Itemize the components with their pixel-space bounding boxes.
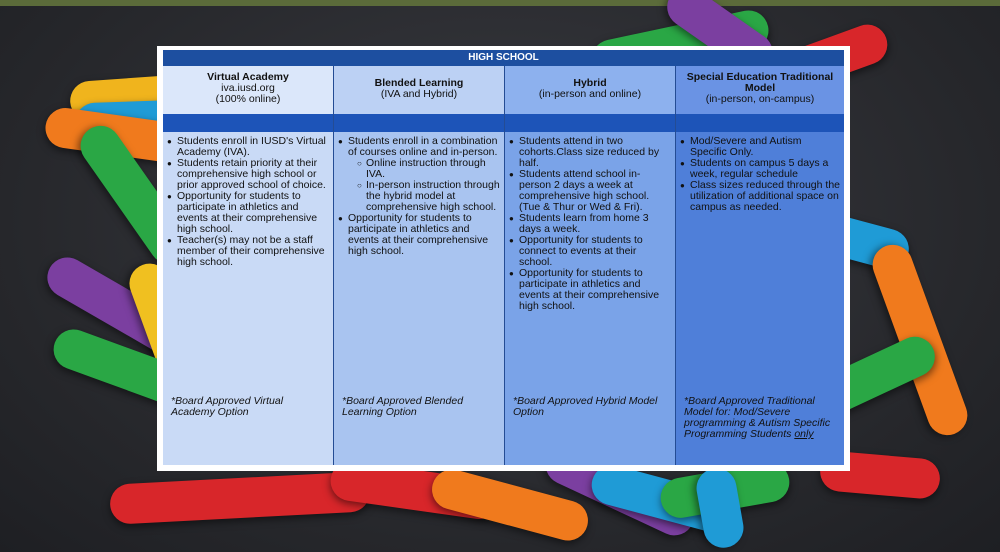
list-item: ● Class sizes reduced through the utilization of additional space on campus as needed.	[690, 180, 840, 213]
column-subtitle: (in-person, on-campus)	[705, 93, 815, 105]
column-header	[676, 66, 844, 114]
column-subtitle: (100% online)	[215, 93, 281, 105]
sub-list	[348, 158, 500, 213]
list-item: ● Teacher(s) may not be a staff member of their comprehensive high school.	[177, 235, 329, 268]
column-hybrid	[505, 66, 676, 465]
list-item: ● Opportunity for students to participate in athletics and events at their comprehensive high school.	[348, 213, 500, 257]
column-url: iva.iusd.org	[221, 82, 275, 94]
column-title: Virtual Academy	[207, 71, 289, 83]
footnote: *Board Approved Blended Learning Option	[342, 395, 464, 418]
column-subtitle: (in-person and online)	[538, 88, 642, 100]
sub-list-item: ○ Online instruction through IVA.	[366, 158, 500, 180]
bullet-list	[334, 132, 504, 257]
list-item: ● Students attend in two cohorts.Class size reduced by half.	[519, 136, 671, 169]
list-item: ● Opportunity for students to connect to events at their school.	[519, 235, 671, 268]
column-header	[334, 66, 504, 114]
column-blended-learning	[334, 66, 505, 465]
list-item: ● Opportunity for students to participate in athletics and events at their comprehensive high school.	[519, 268, 671, 312]
list-item: ● Mod/Severe and Autism Specific Only.	[690, 136, 840, 158]
table-banner: HIGH SCHOOL	[163, 50, 844, 66]
header-strip	[676, 114, 844, 132]
sub-list-item: ○ In-person instruction through the hybrid model at comprehensive high school.	[366, 180, 500, 213]
high-school-options-panel	[157, 46, 850, 471]
footnote: *Board Approved Hybrid Model Option	[513, 395, 658, 418]
list-item: ● Students retain priority at their comprehensive high school or prior approved school of choice.	[177, 158, 329, 191]
list-item-text: Students enroll in a combination of courses online and in-person.	[348, 135, 498, 158]
column-virtual-academy	[163, 66, 334, 465]
footnote	[684, 396, 836, 440]
list-item: ● Students learn from home 3 days a week.	[519, 213, 671, 235]
footnote-emphasis: only	[794, 428, 814, 440]
bullet-list	[505, 132, 675, 312]
column-title: Hybrid	[573, 77, 607, 89]
options-table	[163, 50, 844, 465]
column-title: Special Education Traditional Model	[686, 71, 834, 94]
column-subtitle: (IVA and Hybrid)	[380, 88, 458, 100]
header-strip	[163, 114, 333, 132]
footnote-text: *Board Approved Traditional Model for: Mod/Severe programming & Autism Specific Programming Students	[684, 395, 831, 440]
header-strip	[334, 114, 504, 132]
footnote: *Board Approved Virtual Academy Option	[171, 395, 284, 418]
column-header	[163, 66, 333, 114]
bullet-list	[163, 132, 333, 268]
column-title: Blended Learning	[374, 77, 464, 89]
list-item: ● Opportunity for students to participate in athletics and events at their comprehensive high school.	[177, 191, 329, 235]
bullet-list	[676, 132, 844, 213]
list-item	[348, 136, 500, 213]
header-strip	[505, 114, 675, 132]
list-item: ● Students enroll in IUSD's Virtual Academy (IVA).	[177, 136, 329, 158]
column-special-education	[676, 66, 844, 465]
top-accent-bar	[0, 0, 1000, 6]
column-header	[505, 66, 675, 114]
list-item: ● Students on campus 5 days a week, regular schedule	[690, 158, 840, 180]
list-item: ● Students attend school in-person 2 days a week at comprehensive high school. (Tue & Thur or Wed & Fri).	[519, 169, 671, 213]
